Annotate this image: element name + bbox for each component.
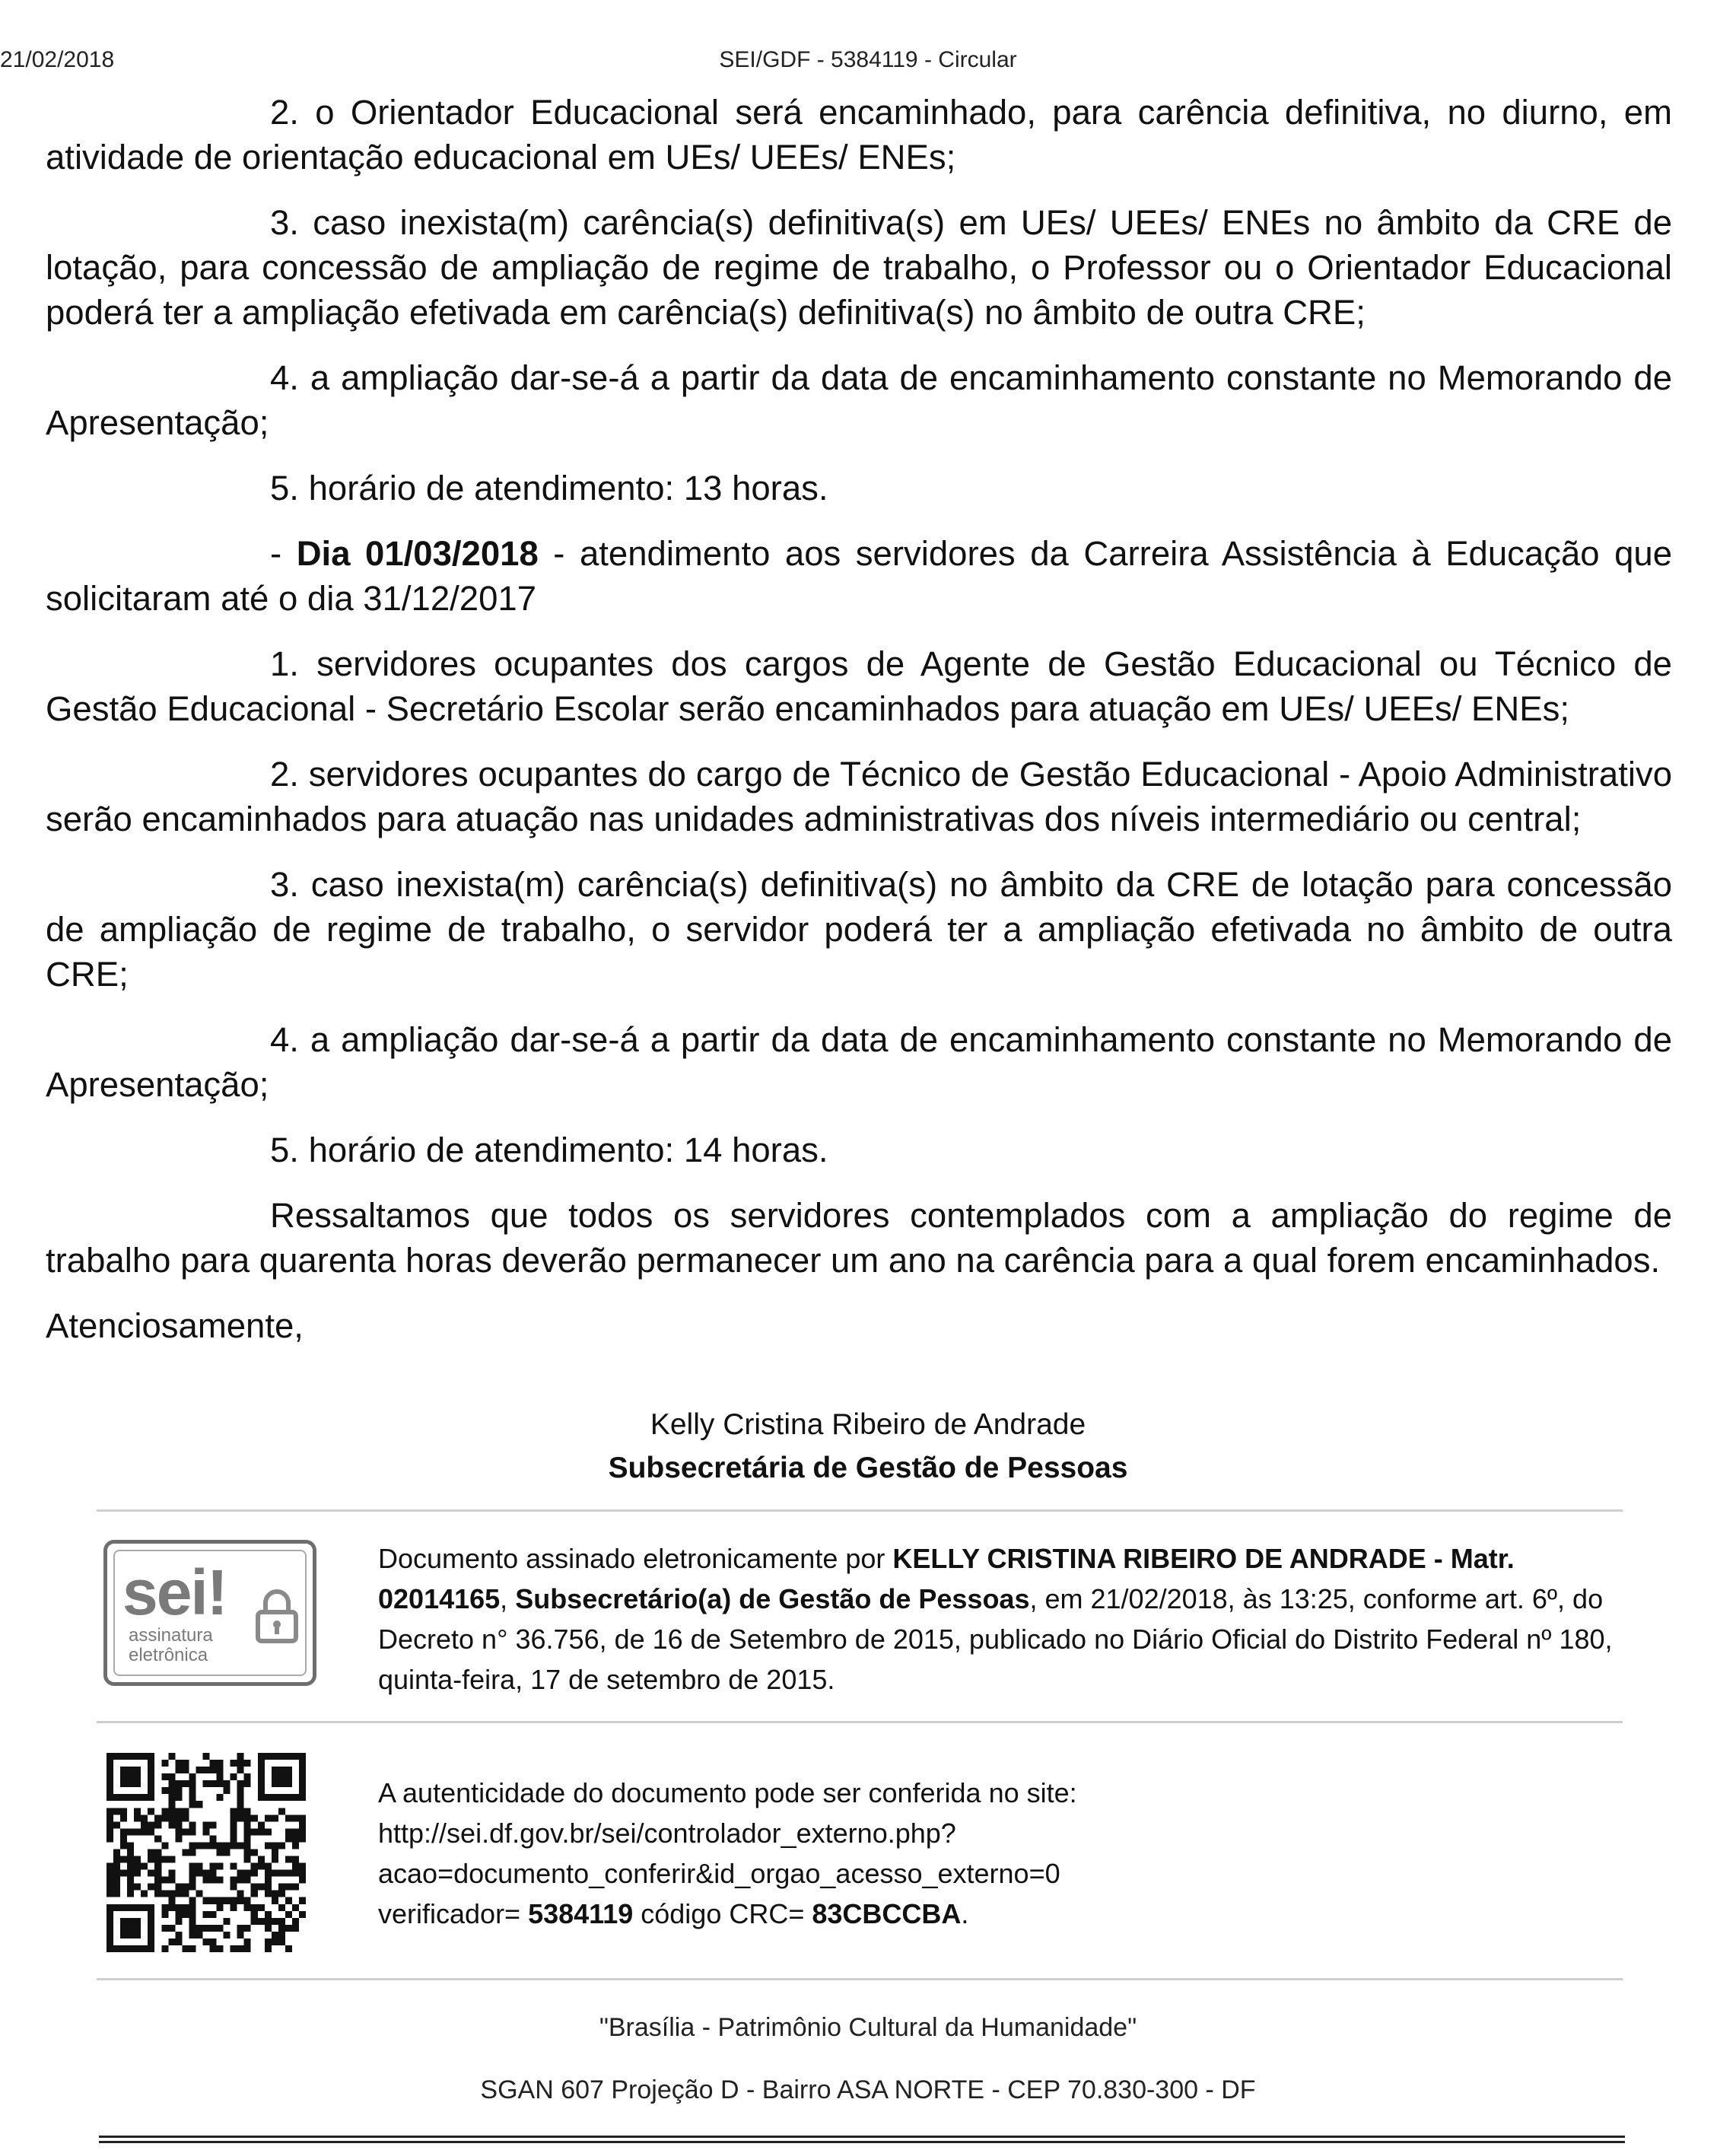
paragraph: 5. horário de atendimento: 14 horas. bbox=[270, 1131, 828, 1169]
signature-role: Subsecretária de Gestão de Pessoas bbox=[608, 1452, 1128, 1484]
divider bbox=[97, 1721, 1623, 1723]
paragraph: 2. o Orientador Educacional será encaminhado, para carência definitiva, no diurno, em atividade de orientação educacional em UEs/ UEEs/ ENEs; bbox=[46, 93, 1672, 177]
qr-code-icon bbox=[107, 1753, 306, 1952]
verifier-code: 5384119 bbox=[528, 1898, 634, 1929]
paragraph: 4. a ampliação dar-se-á a partir da data de encaminhamento constante no Memorando de Apresentação; bbox=[46, 1020, 1672, 1104]
signature-statement: Documento assinado eletronicamente por KELLY CRISTINA RIBEIRO DE ANDRADE - Matr. 02014165, Subsecretário(a) de Gestão de Pessoas, em 21/02/2018, às 13:25, conforme art. 6º, do Decreto n° 36.756, de 16 de Setembro de 2015, publicado no Diário Oficial do Distrito Federal nº 180, quinta-feira, 17 de setembro de 2015. bbox=[378, 1543, 1613, 1695]
divider bbox=[97, 1509, 1623, 1512]
footer-motto: "Brasília - Patrimônio Cultural da Humanidade" bbox=[599, 2013, 1137, 2042]
sei-signature-seal: sei! assinatura eletrônica bbox=[103, 1540, 316, 1686]
sei-logo: sei! bbox=[122, 1557, 227, 1628]
divider bbox=[97, 1978, 1623, 1980]
padlock-icon bbox=[253, 1588, 300, 1644]
paragraph-dia: - Dia 01/03/2018 - atendimento aos servidores da Carreira Assistência à Educação que solicitaram até o dia 31/12/2017 bbox=[46, 534, 1673, 618]
dia-date: Dia 01/03/2018 bbox=[296, 534, 539, 573]
footer-rule bbox=[99, 2141, 1625, 2143]
closing: Atenciosamente, bbox=[46, 1306, 304, 1345]
header-title: SEI/GDF - 5384119 - Circular bbox=[719, 47, 1017, 72]
paragraph: 1. servidores ocupantes dos cargos de Agente de Gestão Educacional ou Técnico de Gestão Educacional - Secretário Escolar serão encaminhados para atuação em UEs/ UEEs/ ENEs; bbox=[46, 644, 1672, 728]
authenticity-info: A autenticidade do documento pode ser conferida no site: http://sei.df.gov.br/sei/controlador_externo.php? acao=documento_conferir&id_orgao_acesso_externo=0 verificador= 5384119 código CRC= 83CBCCBA. bbox=[378, 1773, 1626, 1934]
header-date: 21/02/2018 bbox=[0, 47, 115, 72]
paragraph: 4. a ampliação dar-se-á a partir da data de encaminhamento constante no Memorando de Apresentação; bbox=[46, 358, 1672, 442]
paragraph: 3. caso inexista(m) carência(s) definitiva(s) no âmbito da CRE de lotação para concessão de ampliação de regime de trabalho, o servidor poderá ter a ampliação efetivada no âmbito de outra CRE; bbox=[46, 865, 1672, 994]
paragraph: 2. servidores ocupantes do cargo de Técnico de Gestão Educacional - Apoio Administrativo serão encaminhados para atuação nas unidades administrativas dos níveis intermediário ou central; bbox=[46, 755, 1672, 838]
verification-url[interactable]: http://sei.df.gov.br/sei/controlador_externo.php? bbox=[378, 1818, 956, 1849]
footer-address: SGAN 607 Projeção D - Bairro ASA NORTE - CEP 70.830-300 - DF bbox=[480, 2075, 1256, 2104]
paragraph: Ressaltamos que todos os servidores contemplados com a ampliação do regime de trabalho para quarenta horas deverão permanecer um ano na carência para a qual forem encaminhados. bbox=[46, 1196, 1672, 1280]
crc-code: 83CBCCBA bbox=[812, 1898, 962, 1929]
paragraph: 3. caso inexista(m) carência(s) definitiva(s) em UEs/ UEEs/ ENEs no âmbito da CRE de lotação, para concessão de ampliação de regime de trabalho, o Professor ou o Orientador Educacional poderá ter a ampliação efetivada em carência(s) definitiva(s) no âmbito de outra CRE; bbox=[46, 203, 1672, 332]
paragraph: 5. horário de atendimento: 13 horas. bbox=[270, 469, 828, 507]
document-body bbox=[46, 90, 1672, 1369]
signature-name: Kelly Cristina Ribeiro de Andrade bbox=[650, 1408, 1086, 1441]
footer-rule bbox=[99, 2136, 1625, 2138]
